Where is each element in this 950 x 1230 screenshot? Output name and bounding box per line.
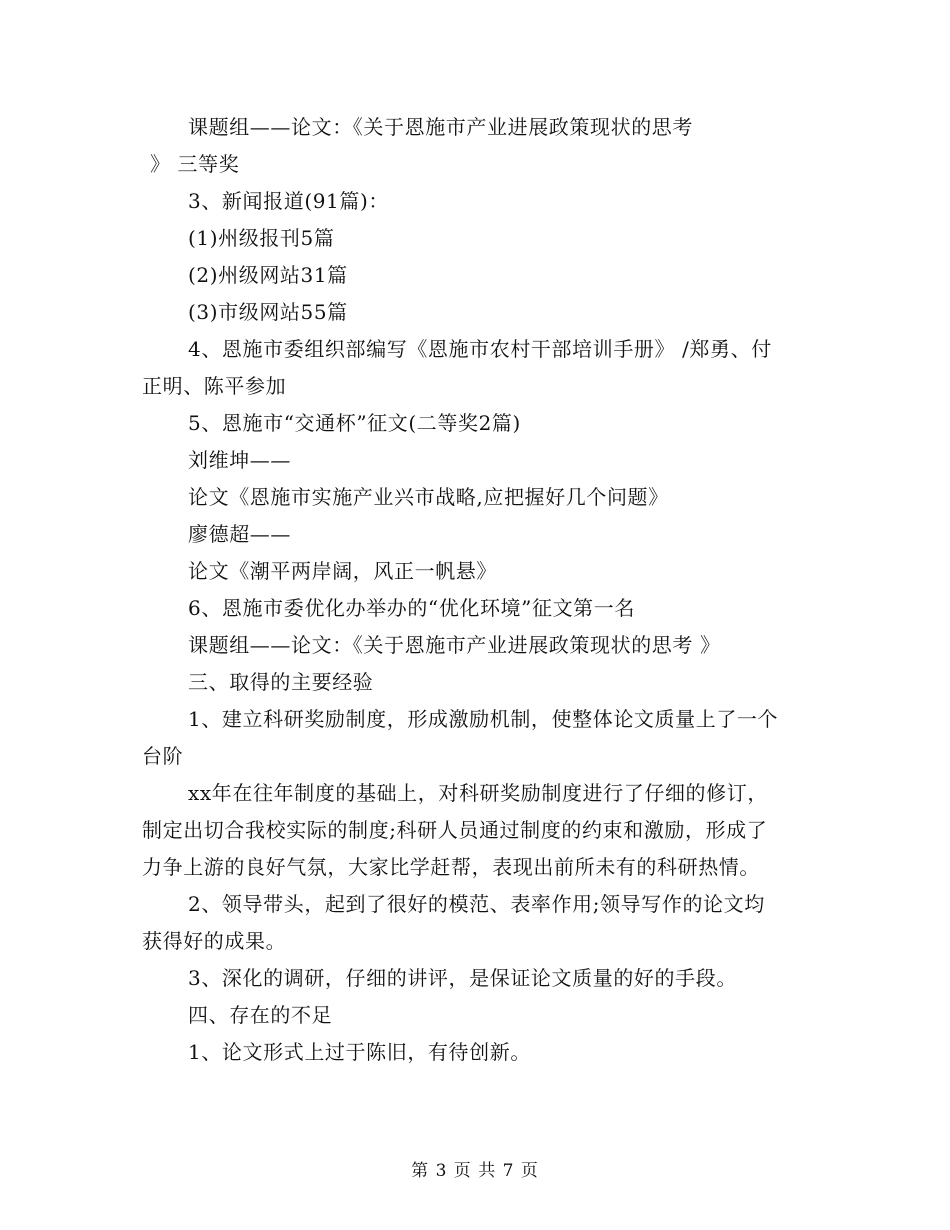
- text-line: 2、领导带头，起到了很好的模范、表率作用;领导写作的论文均: [188, 892, 765, 916]
- text-line: (3)市级网站55篇: [188, 300, 348, 324]
- text-line: (1)州级报刊5篇: [188, 226, 335, 250]
- text-line: 廖德超——: [188, 522, 291, 546]
- text-line: 》 三等奖: [150, 152, 240, 176]
- text-line: 4、恩施市委组织部编写《恩施市农村干部培训手册》 /郑勇、付: [188, 337, 772, 361]
- text-line: 1、论文形式上过于陈旧，有待创新。: [188, 1040, 531, 1064]
- text-line: 刘维坤——: [188, 448, 291, 472]
- text-line: 正明、陈平参加: [142, 374, 287, 398]
- text-line: 3、新闻报道(91篇)：: [188, 189, 389, 213]
- text-line: xx年在往年制度的基础上，对科研奖励制度进行了仔细的修订，: [188, 781, 768, 805]
- text-line: 论文《恩施市实施产业兴市战略,应把握好几个问题》: [188, 485, 669, 509]
- text-line: 6、恩施市委优化办举办的“优化环境”征文第一名: [188, 596, 635, 620]
- page-number-footer: 第 3 页 共 7 页: [411, 1161, 539, 1181]
- text-line: 获得好的成果。: [142, 929, 287, 953]
- text-line: (2)州级网站31篇: [188, 263, 348, 287]
- text-line: 课题组——论文：《关于恩施市产业进展政策现状的思考 》: [188, 633, 721, 657]
- text-line: 论文《潮平两岸阔，风正一帆悬》: [188, 559, 497, 583]
- text-line: 1、建立科研奖励制度，形成激励机制，使整体论文质量上了一个: [188, 707, 779, 731]
- text-line: 3、深化的调研，仔细的讲评，是保证论文质量的好的手段。: [188, 966, 737, 990]
- text-line: 制定出切合我校实际的制度;科研人员通过制度的约束和激励，形成了: [142, 818, 768, 842]
- text-line: 5、恩施市“交通杯”征文(二等奖2篇): [188, 411, 521, 435]
- section-heading: 四、存在的不足: [188, 1003, 333, 1027]
- section-heading: 三、取得的主要经验: [188, 670, 374, 694]
- text-line: 台阶: [142, 744, 184, 768]
- text-line: 力争上游的良好气氛，大家比学赶帮，表现出前所未有的科研热情。: [142, 855, 760, 879]
- text-line: 课题组——论文：《关于恩施市产业进展政策现状的思考: [188, 115, 693, 139]
